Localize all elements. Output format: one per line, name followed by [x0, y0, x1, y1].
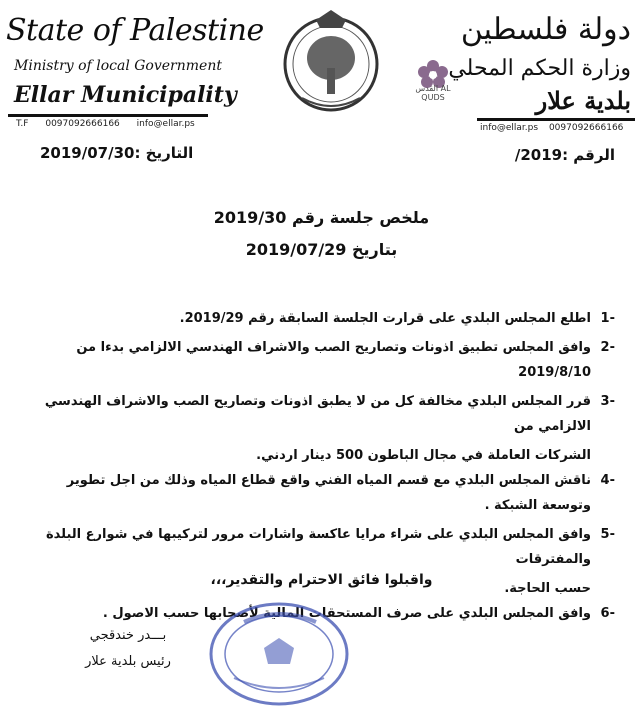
- list-item: [25, 335, 615, 385]
- list-item: [25, 306, 615, 331]
- right-email: info@ellar.ps: [480, 123, 539, 133]
- document-date: التاريخ :2019/07/30: [40, 144, 194, 162]
- left-contact-line: [16, 119, 209, 129]
- document-reference-number: الرقم :2019/: [514, 146, 615, 164]
- list-item: [25, 468, 615, 518]
- item-text: اطلع المجلس البلدي على قرارت الجلسة السابقة رقم 2019/29.: [179, 311, 591, 326]
- item-number: -5: [600, 527, 615, 542]
- phone-number: 0097092666166: [45, 119, 120, 129]
- english-municipality: Ellar Municipality: [14, 82, 237, 108]
- session-date: بتاريخ 2019/07/29: [245, 240, 398, 259]
- left-header-rule: [8, 114, 208, 117]
- arabic-municipality: بلدية علار: [535, 86, 631, 115]
- signatory-name: بـــدر خندقجي: [89, 628, 167, 643]
- item-continuation: الشركات العاملة في مجال الباطون 500 دينار اردني.: [256, 448, 591, 463]
- item-number: -6: [600, 606, 615, 621]
- right-phone: 0097092666166: [548, 123, 624, 133]
- signatory-title: رئيس بلدية علار: [85, 654, 171, 669]
- municipality-emblem-icon: [280, 6, 382, 116]
- quds-logo-text: القدس AL QUDS: [415, 84, 451, 102]
- item-text: ناقش المجلس البلدي مع قسم المياه الفني واقع قطاع المياه وذلك من اجل تطوير وتوسعة الشبكة .: [66, 473, 591, 513]
- right-contact-line: [480, 123, 631, 133]
- email-address: info@ellar.ps: [136, 119, 195, 129]
- item-text: وافق المجلس تطبيق اذونات وتصاريح الصب والاشراف الهندسي الالزامي بدءا من 2019/8/10: [76, 340, 591, 380]
- item-text: وافق المجلس البلدي على شراء مرايا عاكسة واشارات مرور لتركيبها في شوارع البلدة والمفترقات: [45, 527, 591, 567]
- arabic-ministry: وزارة الحكم المحلي: [448, 56, 631, 81]
- item-text: قرر المجلس البلدي مخالفة كل من لا يطبق اذونات وتصاريح الصب والاشراف الهندسي الالزامي من: [44, 394, 591, 434]
- item-number: -1: [600, 311, 615, 326]
- session-title: ملخص جلسة رقم 2019/30: [213, 208, 430, 227]
- official-stamp-icon: [204, 598, 354, 710]
- list-item: [25, 389, 615, 439]
- english-state-title: State of Palestine: [6, 13, 264, 48]
- list-item: [25, 522, 615, 572]
- item-number: -4: [600, 473, 615, 488]
- item-text: وافق المجلس البلدي على صرف المستحقات المالية لأصحابها حسب الاصول .: [102, 606, 591, 621]
- item-continuation: حسب الحاجة.: [504, 581, 591, 596]
- english-ministry: Ministry of local Government: [14, 58, 222, 74]
- right-header-rule: [477, 118, 635, 121]
- fax-label: T.F: [16, 119, 29, 129]
- item-number: -3: [600, 394, 615, 409]
- closing-greeting: واقبلوا فائق الاحترام والتقدير،،،: [210, 572, 433, 588]
- item-number: -2: [600, 340, 615, 355]
- arabic-state-title: دولة فلسطين: [460, 12, 631, 47]
